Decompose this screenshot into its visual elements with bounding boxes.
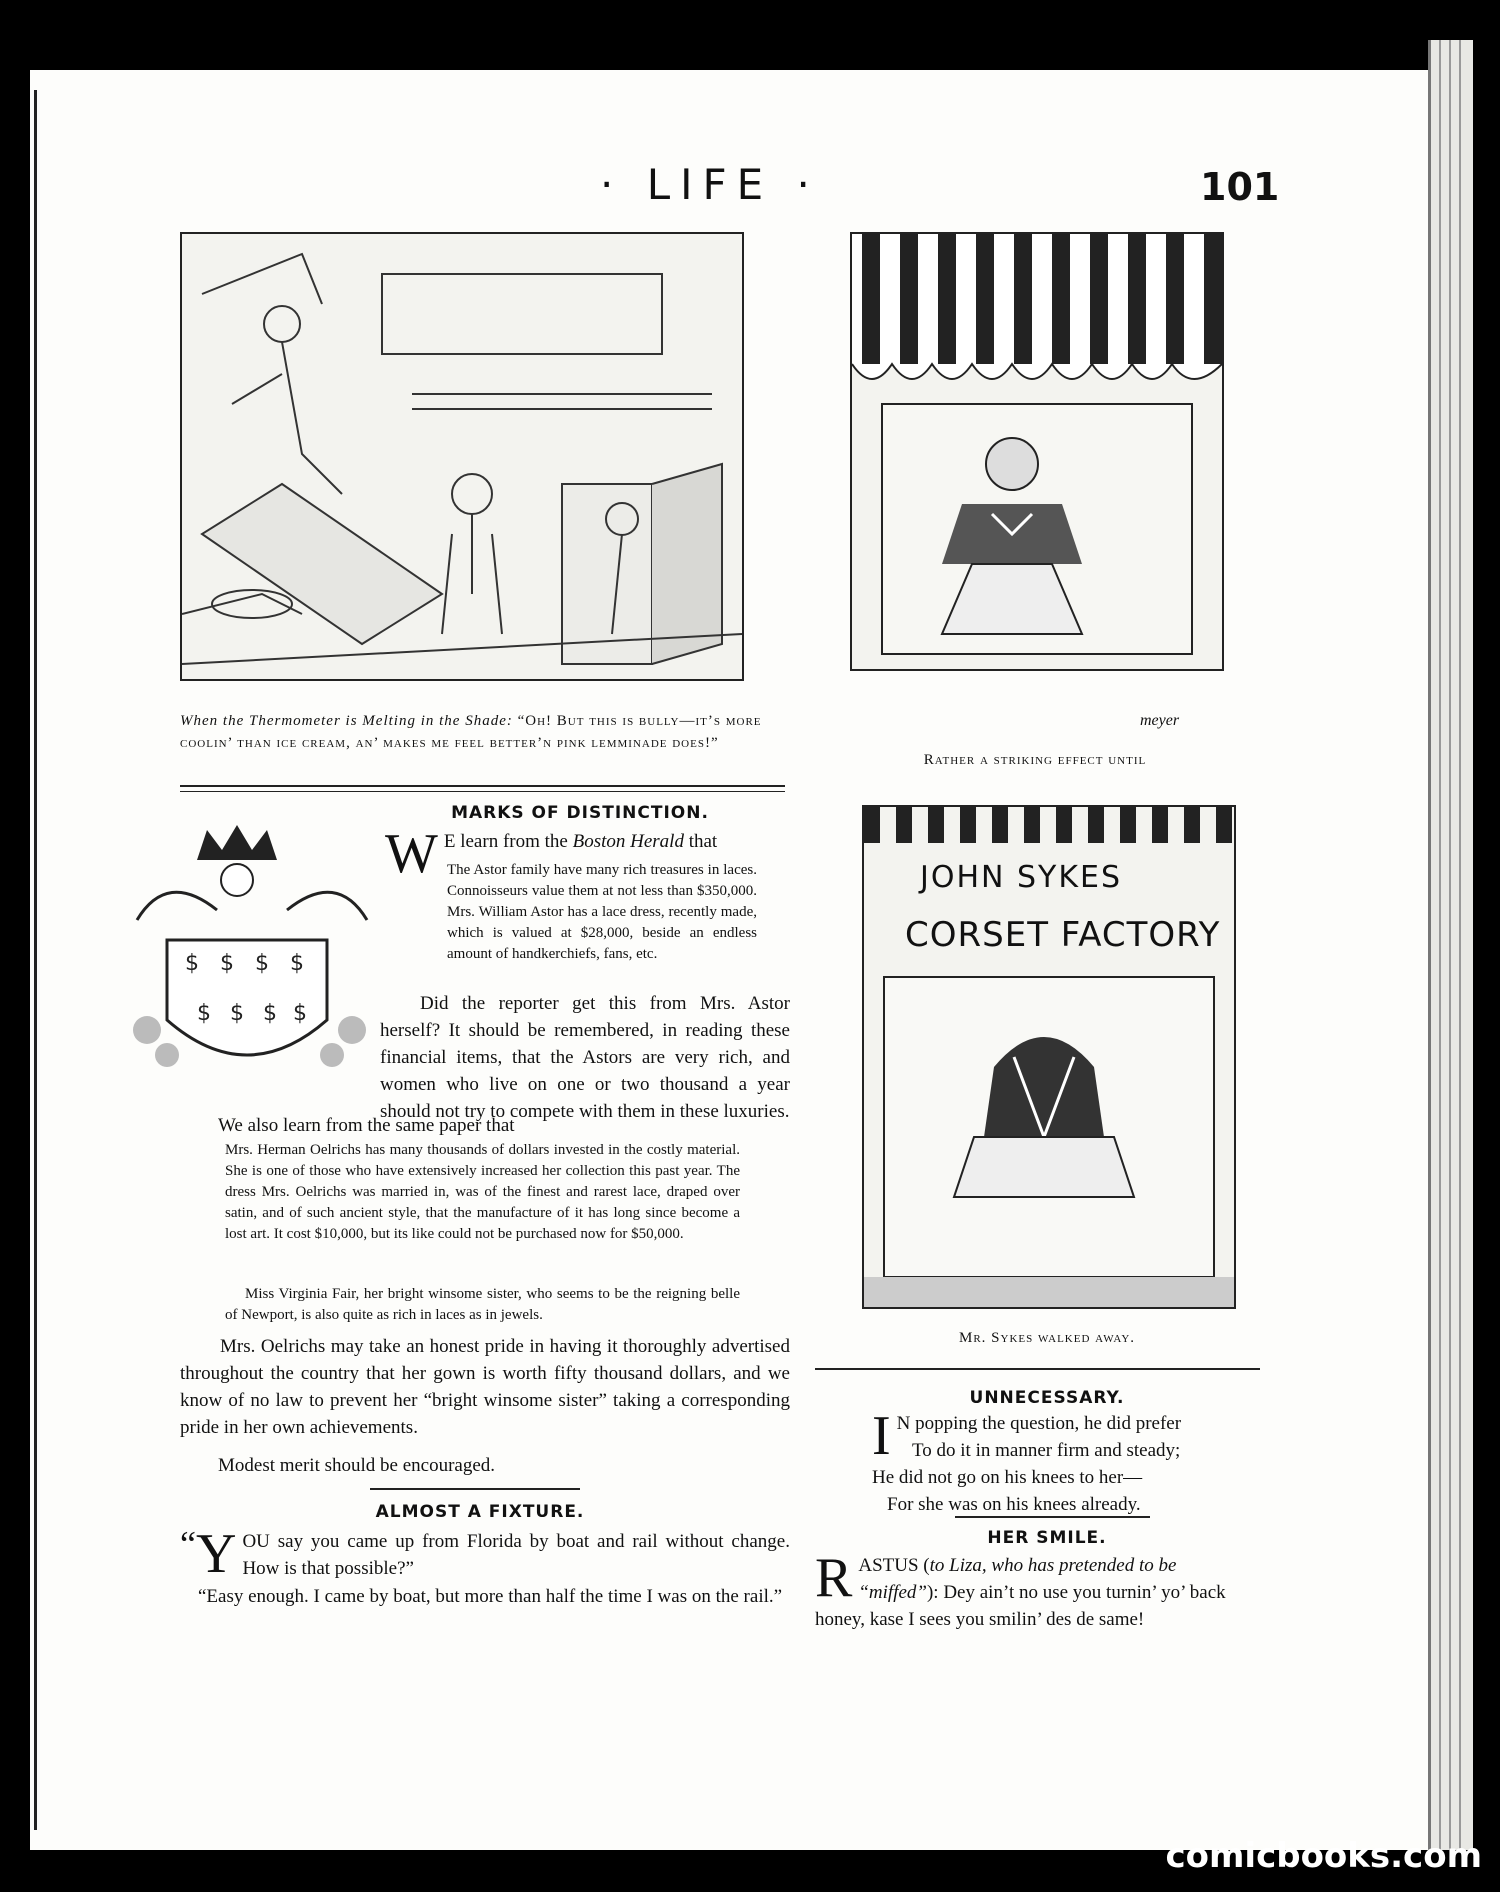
corset-caption: Mr. Sykes walked away. xyxy=(958,1330,1136,1346)
lead-text: E learn from the xyxy=(443,831,568,852)
dropcap: I xyxy=(872,1405,891,1467)
fixture-paragraph xyxy=(180,1523,790,1585)
smile-lead: ASTUS ( xyxy=(858,1555,930,1576)
watermark: comicbooks.com xyxy=(1165,1836,1482,1876)
smile-rest: ): Dey ain’t no use you turnin’ yo’ back honey, kase I sees you smilin’ des de same! xyxy=(815,1582,1226,1630)
svg-text:$: $ xyxy=(263,1001,277,1026)
gutter-line xyxy=(34,90,37,1830)
virginia-fair-quote: Miss Virginia Fair, her bright winsome sister, who seems to be the reigning belle of Newport, is also quite as rich in laces as in jewels. xyxy=(225,1286,740,1323)
poem-line: N popping the question, he did prefer xyxy=(896,1413,1182,1434)
dropcap: W xyxy=(385,823,438,885)
her-smile-paragraph xyxy=(815,1547,1260,1633)
svg-text:$: $ xyxy=(255,951,269,976)
awning-illustration xyxy=(852,234,1222,669)
astor-quote: The Astor family have many rich treasures in laces. Connoisseurs value them at not less than $350,000. Mrs. William Astor has a lace dress, recently made, which is valued at $28,000, beside an endless amount of handkerchiefs, fans, etc. xyxy=(447,862,757,962)
poem-line: To do it in manner firm and steady; xyxy=(912,1440,1181,1461)
divider xyxy=(815,1368,1260,1370)
svg-text:$: $ xyxy=(293,1001,307,1026)
fixture-line1: OU say you came up from Florida by boat and rail without change. How is that possible?” xyxy=(242,1531,790,1579)
oelrichs-paragraph: Mrs. Oelrichs may take an honest pride in having it thoroughly advertised throughout the country that her gown is worth fifty thousand dollars, and we know of no law to prevent her “bright winsome sister” taking a corresponding pride in her own achievements. xyxy=(180,1336,790,1438)
caption-quote: “Oh! But this is bully—it’s more coolin’ than ice cream, an’ makes me feel better’n pink lemminade does!” xyxy=(180,713,762,751)
page-edges xyxy=(1428,40,1473,1850)
article-heading: MARKS OF DISTINCTION. xyxy=(451,803,709,823)
ice-cartoon-caption xyxy=(180,710,790,754)
poem-line: He did not go on his knees to her— xyxy=(872,1467,1143,1488)
article-heading: HER SMILE. xyxy=(987,1528,1107,1548)
awning-cartoon xyxy=(850,232,1224,671)
factory-sign-line1: JOHN SYKES xyxy=(920,860,1123,895)
smile-stage-direction: to Liza, who has pretended to be “miffed” xyxy=(858,1555,1177,1603)
lead-italic: Boston Herald xyxy=(572,831,684,852)
svg-text:$: $ xyxy=(230,1001,244,1026)
fixture-line2: “Easy enough. I came by boat, but more than half the time I was on the rail.” xyxy=(198,1586,783,1607)
masthead: · LIFE · xyxy=(600,160,820,209)
poem-line: For she was on his knees already. xyxy=(887,1494,1141,1515)
article-heading: UNNECESSARY. xyxy=(969,1388,1125,1408)
open-quote: “ xyxy=(180,1524,196,1564)
ice-block-cartoon xyxy=(180,232,744,681)
artist-signature: meyer xyxy=(1140,712,1180,729)
modest-merit-line: Modest merit should be encouraged. xyxy=(218,1455,496,1476)
factory-sign-line2: CORSET FACTORY xyxy=(905,915,1221,955)
unnecessary-poem xyxy=(872,1405,1252,1518)
ice-block-illustration xyxy=(182,234,742,679)
awning-caption: Rather a striking effect until xyxy=(923,752,1147,768)
article-heading: ALMOST A FIXTURE. xyxy=(375,1502,585,1522)
oelrichs-quote: Mrs. Herman Oelrichs has many thousands of dollars invested in the costly material. She is one of those who have extensively increased her collection this past year. The dress Mrs. Oelrichs was married in, was of the finest and rarest lace, draped over satin, and of such ancient style, that the manufacture of it has long since become a lost art. It cost $10,000, but its like could not be purchased now for $50,000. xyxy=(225,1142,740,1242)
same-paper-line: We also learn from the same paper that xyxy=(218,1115,515,1136)
svg-text:$: $ xyxy=(290,951,304,976)
lead-end: that xyxy=(688,831,718,852)
svg-text:$: $ xyxy=(185,951,199,976)
reporter-paragraph: Did the reporter get this from Mrs. Astor herself? It should be remembered, in reading these financial items, that the Astors are very rich, and women who live on one or two thousand a year should not try to compete with them in these luxuries. xyxy=(380,993,790,1122)
svg-text:$: $ xyxy=(220,951,234,976)
svg-text:$: $ xyxy=(197,1001,211,1026)
book-binding xyxy=(0,70,30,1850)
divider xyxy=(955,1516,1150,1518)
dropcap: Y xyxy=(195,1523,237,1585)
page-number: 101 xyxy=(1200,165,1280,209)
dropcap: R xyxy=(815,1547,853,1609)
divider xyxy=(370,1488,580,1490)
divider xyxy=(180,785,785,792)
caption-lead: When the Thermometer is Melting in the Shade: xyxy=(180,713,513,729)
